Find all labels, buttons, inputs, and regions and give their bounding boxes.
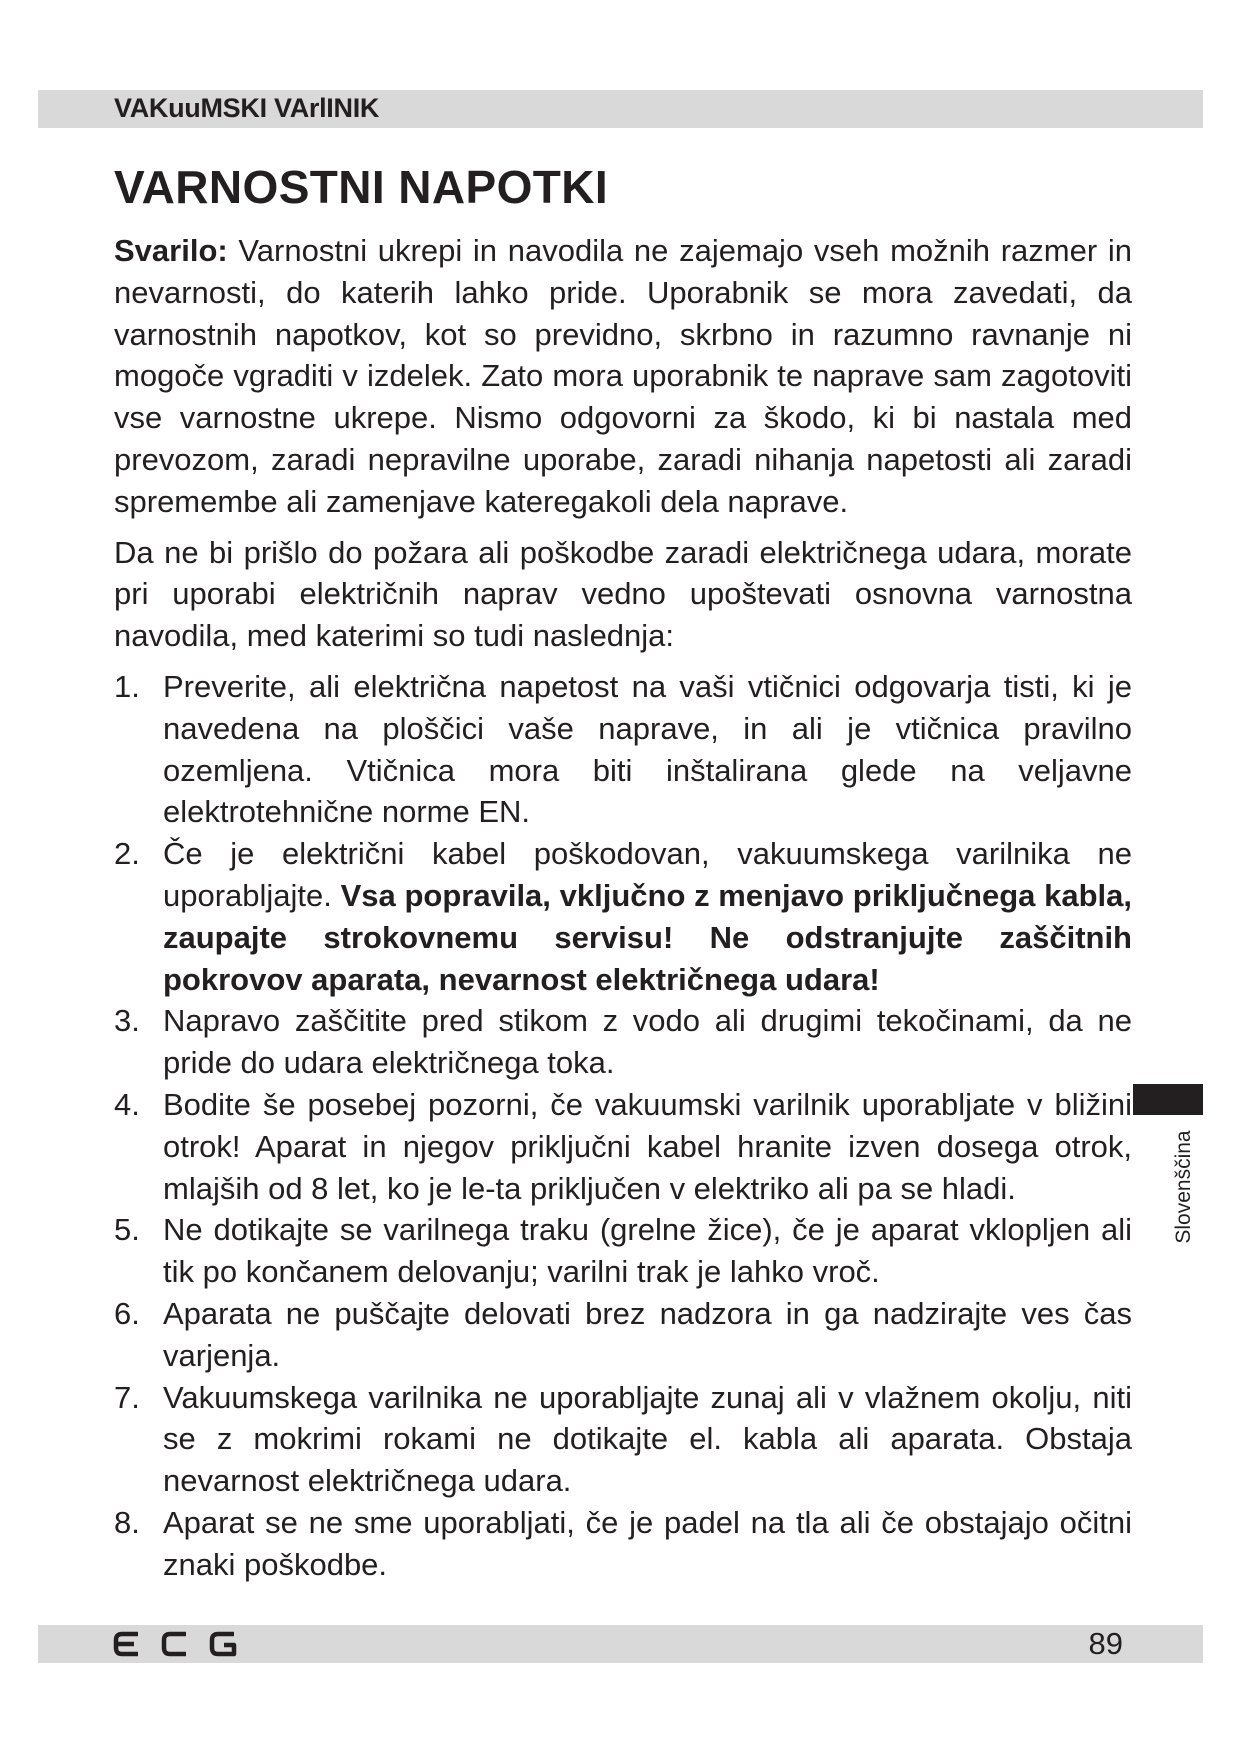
item-number: 5. bbox=[114, 1212, 140, 1248]
list-item bbox=[114, 1377, 1132, 1502]
header-bar bbox=[38, 90, 1203, 128]
language-tab-label: Slovenščina bbox=[1172, 1130, 1195, 1244]
item-number: 1. bbox=[114, 668, 140, 704]
item-number: 4. bbox=[114, 1086, 140, 1122]
intro-paragraph: Da ne bi prišlo do požara ali poškodbe zaradi električnega udara, morate pri uporabi električnih naprav vedno upoštevati osnovna varnostna navodila, med katerimi so tudi naslednja: bbox=[114, 534, 1132, 654]
list-item bbox=[114, 1000, 1132, 1084]
list-item bbox=[114, 666, 1132, 833]
item-number: 6. bbox=[114, 1295, 140, 1331]
page-heading: VARNOSTNI NAPOTKI bbox=[114, 161, 609, 213]
warning-paragraph bbox=[114, 230, 1132, 523]
item-text: Aparat se ne sme uporabljati, če je padel na tla ali če obstajajo očitni znaki poškodbe. bbox=[163, 1504, 1132, 1582]
item-text: Preverite, ali električna napetost na vaši vtičnici odgovarja tisti, ki je navedena na ploščici vaše naprave, in ali je vtičnica pravilno ozemljena. Vtičnica mora biti inštalirana glede na veljavne elektrotehnične norme EN. bbox=[163, 668, 1132, 830]
item-text: Vakuumskega varilnika ne uporabljajte zunaj ali v vlažnem okolju, niti se z mokrimi rokami ne dotikajte el. kabla ali aparata. Obstaja nevarnost električnega udara. bbox=[163, 1379, 1132, 1499]
item-text: Ne dotikajte se varilnega traku (grelne žice), če je aparat vklopljen ali tik po končanem delovanju; varilni trak je lahko vroč. bbox=[163, 1212, 1132, 1290]
ecg-logo bbox=[92, 1625, 252, 1663]
list-item bbox=[114, 1084, 1132, 1209]
item-text: Napravo zaščitite pred stikom z vodo ali drugimi tekočinami, da ne pride do udara električnega toka. bbox=[163, 1003, 1132, 1081]
item-text: Bodite še posebej pozorni, če vakuumski varilnik uporabljate v bližini otrok! Aparat in njegov priključni kabel hranite izven dosega otrok, mlajših od 8 let, ko je le-ta priključen v elektriko ali pa se hladi. bbox=[163, 1086, 1132, 1206]
item-number: 3. bbox=[114, 1003, 140, 1039]
list-item bbox=[114, 1209, 1132, 1293]
list-item bbox=[114, 1293, 1132, 1377]
main-content bbox=[114, 230, 1132, 1586]
warning-text: Varnostni ukrepi in navodila ne zajemajo vseh možnih razmer in nevarnosti, do katerih lahko pride. Uporabnik se mora zavedati, da varnostnih napotkov, kot so previdno, skrbno in razumno ravnanje ni mogoče vgraditi v izdelek. Zato mora uporabnik te naprave sam zagotoviti vse varnostne ukrepe. Nismo odgovorni za škodo, ki bi nastala med prevozom, zaradi nepravilne uporabe, zaradi nihanja napetosti ali zaradi spremembe ali zamenjave kateregakoli dela naprave. bbox=[114, 233, 1132, 519]
item-text: Če je električni kabel poškodovan, vakuumskega varilnika ne uporabljajte. bbox=[163, 836, 1132, 913]
item-text: Aparata ne puščajte delovati brez nadzora in ga nadzirajte ves čas varjenja. bbox=[163, 1295, 1132, 1373]
language-tab-marker bbox=[1133, 1084, 1203, 1115]
item-number: 2. bbox=[114, 836, 140, 872]
list-item bbox=[114, 833, 1132, 1000]
header-title: VAKuuMSKI VArlINIK bbox=[114, 93, 380, 123]
page-number: 89 bbox=[1088, 1626, 1123, 1661]
item-number: 7. bbox=[114, 1379, 140, 1415]
item-number: 8. bbox=[114, 1504, 140, 1540]
warning-label: Svarilo: bbox=[114, 233, 228, 268]
safety-list bbox=[114, 666, 1132, 1586]
item-bold-text: Vsa popravila, vključno z menjavo priključnega kabla, zaupajte strokovnemu servisu! Ne odstranjujte zaščitnih pokrovov aparata, nevarnost električnega udara! bbox=[163, 877, 1132, 997]
list-item bbox=[114, 1502, 1132, 1586]
